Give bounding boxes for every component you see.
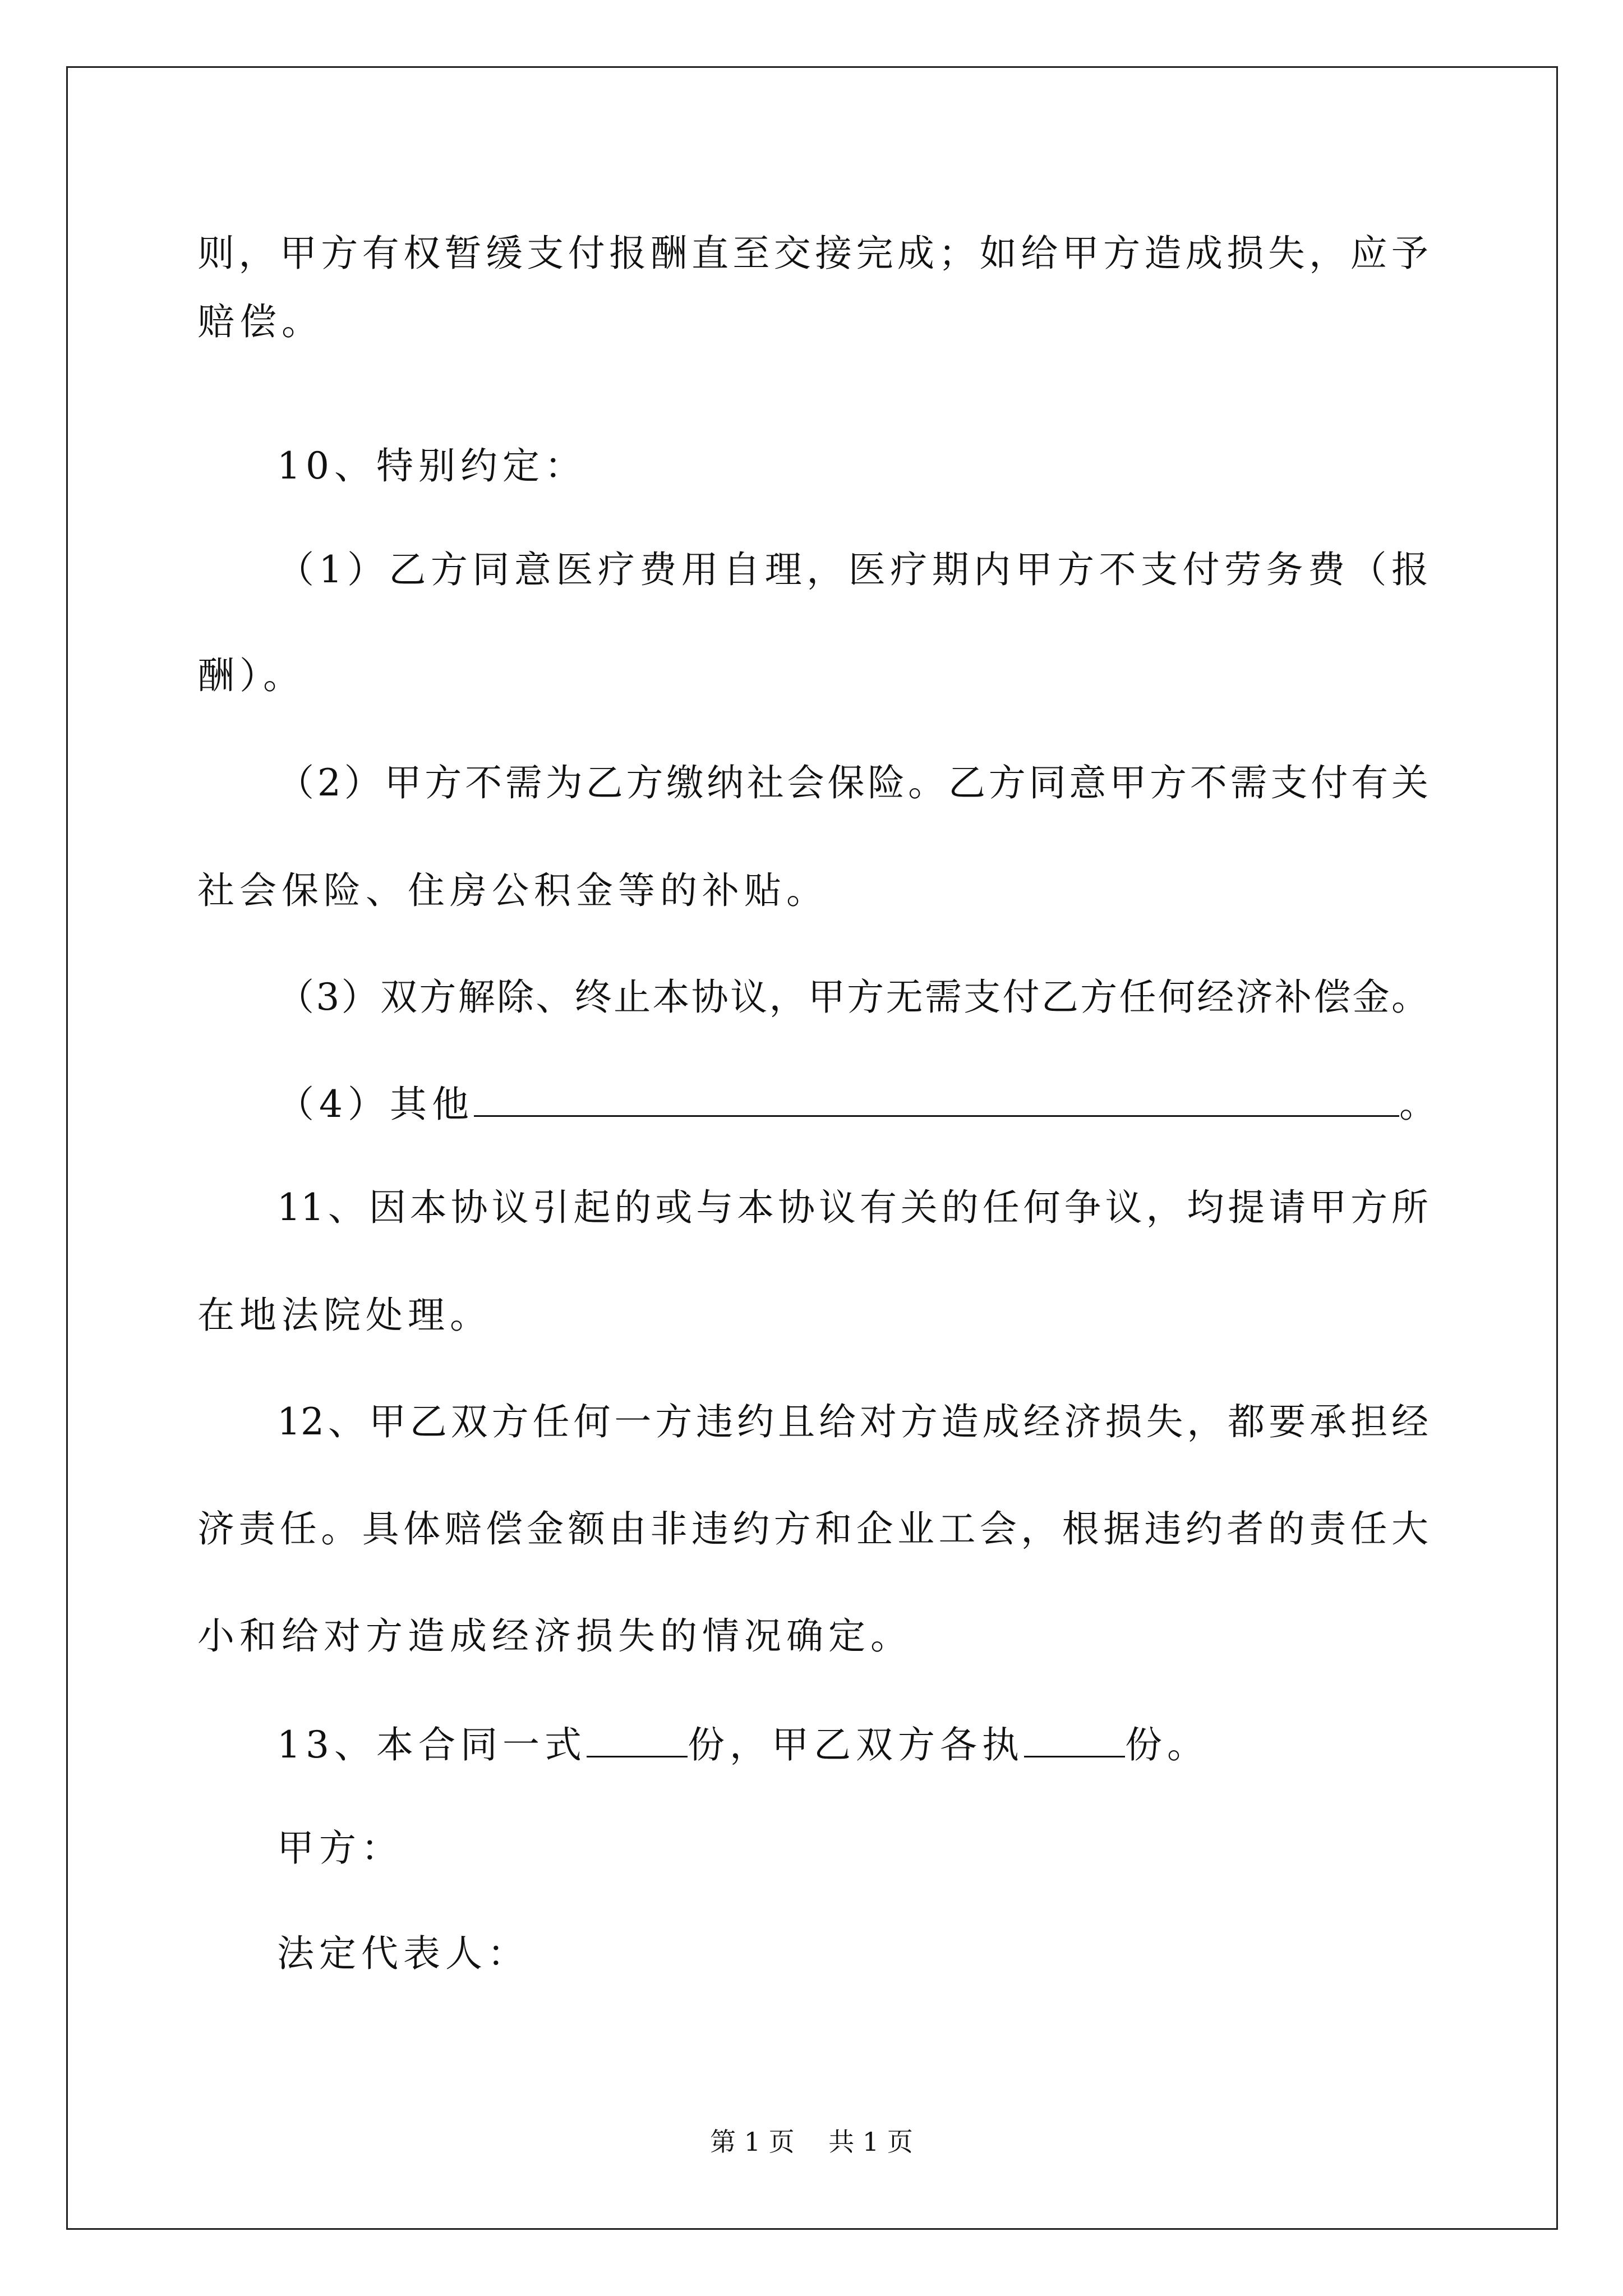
page-number: 第 1 页 共 1 页 (710, 2127, 913, 2157)
legal-representative-label: 法定代表人： (277, 1932, 529, 1975)
copies-total-blank (587, 1721, 688, 1757)
text-line: 济责任。具体赔偿金额由非违约方和企业工会，根据违约者的责任大 (197, 1507, 1428, 1550)
blank-field (474, 1080, 1399, 1117)
item-4-end: 。 (1399, 1083, 1441, 1126)
text-line: 社会保险、住房公积金等的补贴。 (197, 869, 828, 912)
text-line: 赔偿。 (197, 300, 324, 343)
clause-13 (277, 1721, 1209, 1768)
clause-13-part-c: 份。 (1124, 1723, 1209, 1766)
clause-10-item-1: （1）乙方同意医疗费用自理，医疗期内甲方不支付劳务费（报 (277, 548, 1428, 591)
clause-10-item-4 (277, 1080, 1441, 1127)
clause-10-heading: 10、特别约定： (277, 444, 587, 487)
clause-13-part-b: 份，甲乙双方各执 (687, 1723, 1024, 1766)
text-line: 小和给对方造成经济损失的情况确定。 (197, 1614, 912, 1658)
clause-12: 12、甲乙双方任何一方违约且给对方造成经济损失，都要承担经 (277, 1400, 1428, 1443)
item-4-label: （4）其他 (277, 1083, 474, 1126)
text-line: 在地法院处理。 (197, 1294, 492, 1337)
text-line: 则，甲方有权暂缓支付报酬直至交接完成；如给甲方造成损失，应予 (197, 232, 1428, 275)
clause-10-item-3: （3）双方解除、终止本协议，甲方无需支付乙方任何经济补偿金。 (277, 976, 1428, 1019)
party-a-label: 甲方： (277, 1826, 403, 1870)
clause-11: 11、因本协议引起的或与本协议有关的任何争议，均提请甲方所 (277, 1186, 1428, 1229)
text-line: 酬）。 (197, 654, 305, 697)
clause-10-item-2: （2）甲方不需为乙方缴纳社会保险。乙方同意甲方不需支付有关 (277, 761, 1428, 804)
clause-13-part-a: 13、本合同一式 (277, 1723, 587, 1766)
page-border (66, 66, 1558, 2230)
copies-each-blank (1024, 1721, 1125, 1757)
